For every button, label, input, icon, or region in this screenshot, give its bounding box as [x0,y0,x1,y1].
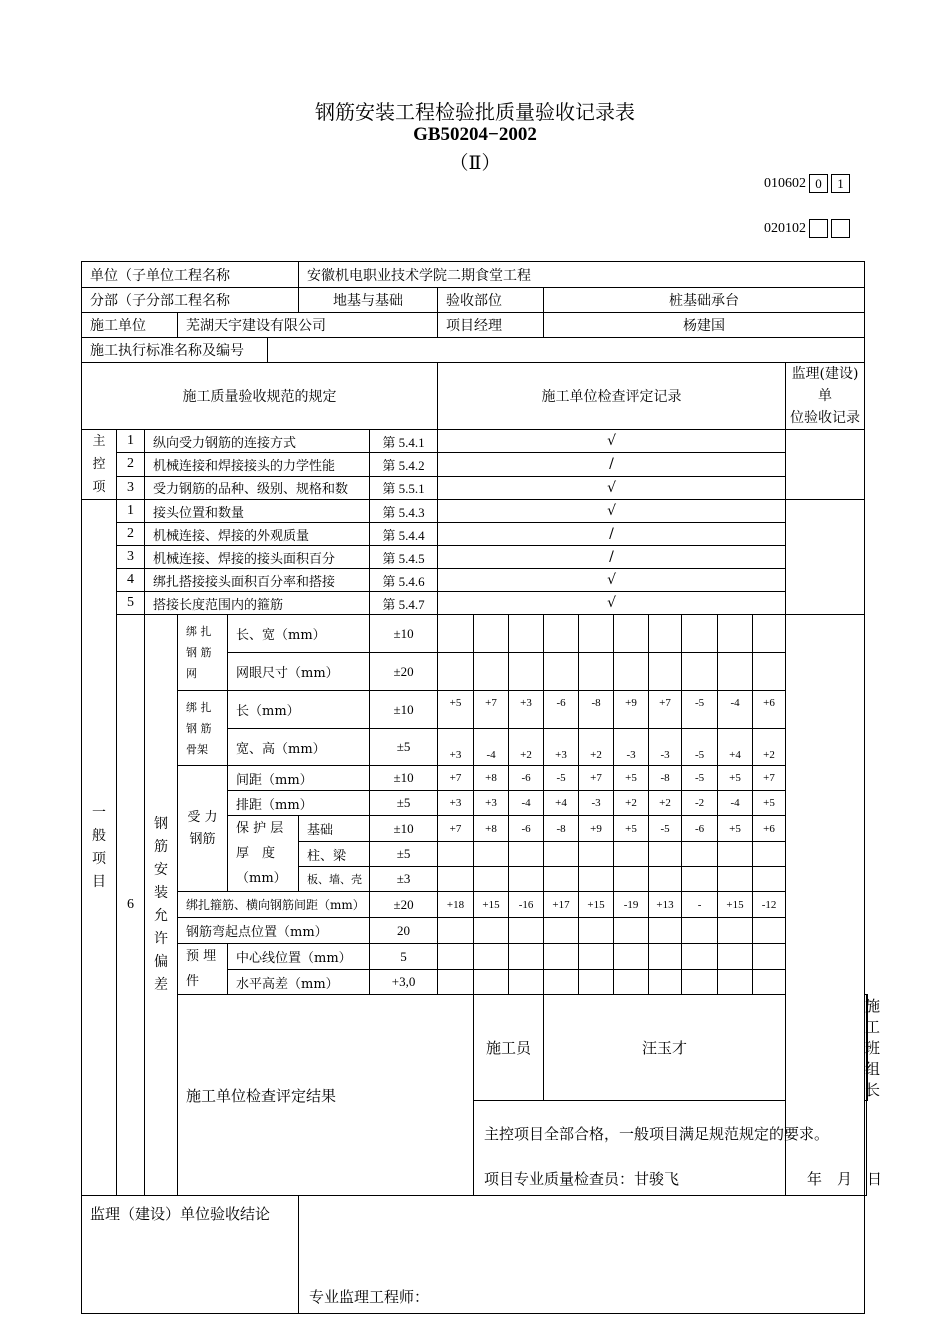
main-items-label-char: 控 [92,457,106,472]
tolerance-value: +3,0 [370,970,438,995]
measure-cell[interactable]: +3 [438,729,474,766]
measure-cell[interactable] [438,653,474,691]
measure-cell[interactable]: -12 [753,892,786,918]
standard-code: GB50204−2002 [413,124,537,145]
measure-cell[interactable] [718,615,753,653]
measure-cell[interactable]: -4 [474,729,509,766]
measure-cell[interactable]: +9 [614,691,649,729]
main-bar-label-line: 受 力 [187,809,218,825]
tolerance-value: ±3 [370,867,438,892]
measure-cell[interactable]: +18 [438,892,474,918]
item-description: 机械连接、焊接的接头面积百分 [145,546,370,569]
measure-cell[interactable] [579,918,614,944]
measure-cell[interactable] [474,918,509,944]
info-row-standard [82,338,868,363]
item-description: 接头位置和数量 [145,500,370,523]
measure-cell[interactable] [649,867,682,892]
measure-cell[interactable] [718,867,753,892]
part-number: （Ⅱ） [449,152,501,174]
measure-cell[interactable] [474,615,509,653]
contractor-value[interactable]: 芜湖天宇建设有限公司 [178,313,438,338]
tolerance-value: ±20 [370,653,438,691]
item-clause: 第 5.4.2 [370,453,438,476]
conclusion-cell [474,1101,883,1196]
measure-cell[interactable] [474,867,509,892]
form-code-2-text: 020102 [764,220,806,236]
measure-cell[interactable] [474,944,509,970]
measure-cell[interactable]: -19 [614,892,649,918]
worker-value[interactable]: 汪玉才 [544,995,786,1101]
measure-cell[interactable] [753,615,786,653]
measure-cell[interactable]: -4 [509,791,544,816]
measure-cell[interactable]: -4 [718,791,753,816]
measure-cell[interactable] [682,867,718,892]
measure-cell[interactable]: -3 [649,729,682,766]
measure-cell[interactable] [614,918,649,944]
division-value[interactable]: 地基与基础 [299,288,438,313]
tolerance-value: 20 [370,918,438,944]
footer-row-signatures [82,995,868,1101]
general-items-label-char: 般 [92,827,106,844]
main-bar-label [178,766,228,892]
tolerance-value: ±10 [370,766,438,791]
measure-cell[interactable] [649,653,682,691]
frame-label-line: 钢 筋 [186,721,212,735]
tolerance-row [82,615,868,653]
supervision-heading-line1: 监理(建设)单 [791,366,859,404]
measure-cell[interactable]: +4 [718,729,753,766]
item-description: 搭接长度范围内的箍筋 [145,592,370,615]
embed-label [178,944,228,995]
form-code-1-text: 010602 [764,175,806,191]
measure-cell[interactable] [718,944,753,970]
measure-cell[interactable]: -6 [682,816,718,842]
measure-cell[interactable] [649,842,682,867]
embed-label-line: 预 埋 [186,949,217,964]
measure-cell[interactable] [544,944,579,970]
worker-label: 施工员 [474,995,544,1101]
measure-cell[interactable]: -4 [718,691,753,729]
measure-cell[interactable]: +5 [438,691,474,729]
measure-cell[interactable] [544,615,579,653]
tolerance-label [145,615,178,1196]
measure-cell[interactable] [682,944,718,970]
tolerance-row [82,691,868,729]
measure-cell[interactable] [614,653,649,691]
item-number: 1 [117,500,145,523]
inspection-table [81,261,883,1314]
measure-cell[interactable]: +3 [509,691,544,729]
measure-cell[interactable]: -8 [544,816,579,842]
tolerance-value: 5 [370,944,438,970]
main-items-label-char: 主 [92,434,106,449]
measure-cell[interactable] [544,918,579,944]
measure-cell[interactable]: -16 [509,892,544,918]
item-result[interactable]: √ [438,430,786,453]
footer-row-supervision [82,1196,868,1314]
measure-cell[interactable] [438,918,474,944]
measure-cell[interactable] [753,918,786,944]
measure-cell[interactable] [753,867,786,892]
standard-value[interactable] [268,338,865,363]
measure-cell[interactable]: +5 [718,766,753,791]
location-value[interactable]: 桩基础承台 [544,288,865,313]
unit-label: 单位（子单位工程名称 [82,262,299,288]
supervision-conclusion-cell[interactable] [299,1196,865,1314]
check-item: 板、墙、壳 [299,867,370,892]
measure-cell[interactable]: +3 [438,791,474,816]
measure-cell[interactable]: +5 [614,766,649,791]
measure-cell[interactable]: +2 [614,791,649,816]
form-code-2-box-2[interactable] [831,219,850,238]
general-item-row [82,546,868,569]
tolerance-value: ±10 [370,691,438,729]
measure-cell[interactable]: +8 [474,766,509,791]
measure-cell[interactable] [718,970,753,995]
measure-cell[interactable]: - [682,892,718,918]
result-label: 施工单位检查评定结果 [178,995,474,1196]
general-items-label-char: 目 [92,873,106,890]
measure-cell[interactable]: +13 [649,892,682,918]
measure-cell[interactable] [544,842,579,867]
measure-cell[interactable]: +6 [753,816,786,842]
main-items-supervision[interactable] [786,430,865,500]
frame-label-line: 骨架 [186,742,208,756]
measure-cell[interactable]: -5 [544,766,579,791]
measure-cell[interactable] [682,970,718,995]
tolerance-label-char: 允 [154,908,168,924]
item-number: 2 [117,523,145,546]
check-item: 宽、高（mm） [228,729,370,766]
check-item: 网眼尺寸（mm） [228,653,370,691]
measure-cell[interactable]: +15 [718,892,753,918]
item-description: 机械连接、焊接的外观质量 [145,523,370,546]
measure-cell[interactable] [509,918,544,944]
measure-cell[interactable] [438,970,474,995]
measure-cell[interactable] [474,842,509,867]
measure-cell[interactable]: +7 [579,766,614,791]
item-result[interactable]: √ [438,592,786,615]
measure-cell[interactable] [682,918,718,944]
conclusion-text[interactable]: 主控项目全部合格，一般项目满足规范规定的要求。 [484,1125,830,1143]
cover-label-line: （mm） [236,871,287,886]
check-item: 长、宽（mm） [228,615,370,653]
location-label: 验收部位 [438,288,544,313]
main-item-row [82,476,868,499]
tolerance-label-char: 偏 [154,954,168,970]
measure-cell[interactable] [718,653,753,691]
measure-cell[interactable]: +5 [718,816,753,842]
item-clause: 第 5.4.6 [370,569,438,592]
item-description: 纵向受力钢筋的连接方式 [145,430,370,453]
measure-cell[interactable]: -3 [579,791,614,816]
measure-cell[interactable] [718,842,753,867]
contractor-label: 施工单位 [82,313,178,338]
supervision-label: 监理（建设）单位验收结论 [82,1196,299,1314]
general-item-row [82,592,868,615]
measure-cell[interactable]: +3 [544,729,579,766]
item-number: 3 [117,476,145,499]
measure-cell[interactable] [753,653,786,691]
mesh-label-line: 钢 筋 [186,646,212,659]
tolerance-label-char: 钢 [154,816,168,832]
measure-cell[interactable] [614,842,649,867]
item-result[interactable]: / [438,546,786,569]
cover-label-line: 保 护 层 [236,821,284,836]
check-item: 绑扎箍筋、横向钢筋间距（mm） [178,892,370,918]
record-heading: 施工单位检查评定记录 [438,363,786,430]
inspector-line [484,1168,883,1189]
main-item-row [82,430,868,453]
item-description: 机械连接和焊接接头的力学性能 [145,453,370,476]
form-title: 钢筋安装工程检验批质量验收记录表 [315,100,635,124]
tolerance-row [82,892,868,918]
check-item: 柱、梁 [299,842,370,867]
general-items-label-char: 项 [92,850,106,867]
check-item: 间距（mm） [228,766,370,791]
form-code-2-box-1[interactable] [809,219,828,238]
measure-cell[interactable] [614,944,649,970]
embed-label-line: 件 [186,974,200,989]
measure-cell[interactable] [649,970,682,995]
main-item-row [82,453,868,476]
mesh-label [178,615,228,691]
main-items-label-char: 项 [92,480,106,495]
measure-cell[interactable]: +2 [509,729,544,766]
measure-cell[interactable] [718,918,753,944]
supervision-heading [786,363,865,430]
form-code-1 [764,174,850,193]
item-result[interactable]: √ [438,500,786,523]
measure-cell[interactable]: +7 [753,766,786,791]
measure-cell[interactable] [438,867,474,892]
general-items-label [82,500,117,1196]
info-row-contractor [82,313,868,338]
item-number: 4 [117,569,145,592]
check-item: 钢筋弯起点位置（mm） [178,918,370,944]
info-row-unit [82,262,868,288]
measure-cell[interactable] [544,867,579,892]
measure-cell[interactable] [474,653,509,691]
general-item-row [82,569,868,592]
main-bar-label-line: 钢筋 [189,831,216,847]
measure-cell[interactable]: +5 [753,791,786,816]
general-items-supervision[interactable] [786,500,865,615]
measure-cell[interactable]: -5 [682,766,718,791]
tolerance-label-char: 筋 [154,839,168,855]
form-code-1-box-1[interactable]: 0 [809,174,828,193]
measure-cell[interactable]: +3 [474,791,509,816]
check-item: 基础 [299,816,370,842]
measure-cell[interactable]: -5 [682,729,718,766]
measure-cell[interactable] [614,970,649,995]
measure-cell[interactable]: +4 [544,791,579,816]
measure-cell[interactable] [682,842,718,867]
measure-cell[interactable] [614,615,649,653]
measure-cell[interactable]: +15 [579,892,614,918]
general-items-label-char: 一 [92,804,106,821]
leader-label: 施工班组长 [865,995,867,1101]
tolerance-value: ±5 [370,842,438,867]
mesh-label-line: 网 [186,667,197,680]
item-clause: 第 5.4.5 [370,546,438,569]
form-code-1-box-2[interactable]: 1 [831,174,850,193]
check-item: 排距（mm） [228,791,370,816]
measure-cell[interactable]: -6 [509,766,544,791]
cover-label [228,816,299,892]
measure-cell[interactable]: -2 [682,791,718,816]
tolerance-row [82,766,868,791]
item-clause: 第 5.4.7 [370,592,438,615]
mesh-label-line: 绑 扎 [186,625,212,638]
date-text[interactable]: 年 月 日 [807,1170,883,1188]
measure-cell[interactable] [509,867,544,892]
measure-cell[interactable]: +8 [474,816,509,842]
measure-cell[interactable] [579,867,614,892]
measure-cell[interactable] [509,944,544,970]
measure-cell[interactable] [438,615,474,653]
measure-cell[interactable] [579,842,614,867]
item-clause: 第 5.5.1 [370,476,438,499]
item-number: 6 [117,615,145,1196]
tolerance-value: ±10 [370,816,438,842]
item-clause: 第 5.4.3 [370,500,438,523]
measure-cell[interactable]: -5 [682,691,718,729]
item-result[interactable]: √ [438,569,786,592]
cover-label-line: 厚 度 [236,846,276,861]
standard-label: 施工执行标准名称及编号 [82,338,268,363]
item-clause: 第 5.4.1 [370,430,438,453]
frame-label-line: 绑 扎 [186,700,212,714]
measure-cell[interactable]: -8 [579,691,614,729]
engineer-text: 专业监理工程师： [309,1288,430,1306]
form-code-2 [764,219,850,238]
unit-value[interactable]: 安徽机电职业技术学院二期食堂工程 [299,262,865,288]
measure-cell[interactable]: -6 [509,816,544,842]
measure-cell[interactable] [509,653,544,691]
measure-cell[interactable]: +7 [649,691,682,729]
general-item-row [82,500,868,523]
measure-cell[interactable]: +5 [614,816,649,842]
measure-cell[interactable] [649,615,682,653]
tolerance-label-char: 许 [154,931,168,947]
measure-cell[interactable] [509,970,544,995]
item-clause: 第 5.4.4 [370,523,438,546]
measure-cell[interactable] [579,653,614,691]
measure-cell[interactable] [509,615,544,653]
measure-cell[interactable] [682,615,718,653]
measure-cell[interactable] [649,944,682,970]
measure-cell[interactable]: +2 [753,729,786,766]
supervision-heading-line2: 位验收记录 [790,410,861,426]
tolerance-value: ±5 [370,729,438,766]
measure-cell[interactable] [438,944,474,970]
measure-cell[interactable] [474,970,509,995]
tolerance-value: ±20 [370,892,438,918]
spec-heading: 施工质量验收规范的规定 [82,363,438,430]
measure-cell[interactable]: -3 [614,729,649,766]
item-description: 受力钢筋的品种、级别、规格和数 [145,476,370,499]
item-number: 2 [117,453,145,476]
column-heading-row [82,363,868,430]
measure-cell[interactable] [614,867,649,892]
item-number: 5 [117,592,145,615]
item-number: 1 [117,430,145,453]
info-row-division [82,288,868,313]
measure-cell[interactable] [579,615,614,653]
measure-cell[interactable] [544,970,579,995]
tolerance-label-char: 安 [154,862,168,878]
item-description: 绑扎搭接接头面积百分率和搭接 [145,569,370,592]
measure-cell[interactable] [438,842,474,867]
measure-cell[interactable]: -5 [649,816,682,842]
manager-label: 项目经理 [438,313,544,338]
measure-cell[interactable]: -8 [649,766,682,791]
measure-cell[interactable] [753,842,786,867]
main-items-label [82,430,117,500]
division-label: 分部（子分部工程名称 [82,288,299,313]
measure-cell[interactable] [509,842,544,867]
tolerance-label-char: 装 [154,885,168,901]
item-result[interactable]: / [438,453,786,476]
general-item-row [82,523,868,546]
tolerance-label-char: 差 [154,977,168,993]
tolerance-row [82,944,868,970]
measure-cell[interactable] [544,653,579,691]
manager-value[interactable]: 杨建国 [544,313,865,338]
measure-cell[interactable] [682,653,718,691]
measure-cell[interactable]: +15 [474,892,509,918]
measure-cell[interactable] [753,970,786,995]
measure-cell[interactable] [753,944,786,970]
inspector-text[interactable]: 项目专业质量检查员：甘骏飞 [484,1170,680,1188]
item-result[interactable]: √ [438,476,786,499]
measure-cell[interactable]: +2 [649,791,682,816]
check-item: 长（mm） [228,691,370,729]
tolerance-row [82,918,868,944]
measure-cell[interactable]: +6 [753,691,786,729]
measure-cell[interactable]: +7 [474,691,509,729]
frame-label [178,691,228,766]
measure-cell[interactable] [649,918,682,944]
tolerance-value: ±10 [370,615,438,653]
check-item: 中心线位置（mm） [228,944,370,970]
measure-cell[interactable]: +2 [579,729,614,766]
measure-cell[interactable]: +7 [438,766,474,791]
tolerance-value: ±5 [370,791,438,816]
measure-cell[interactable]: -6 [544,691,579,729]
measure-cell[interactable]: +9 [579,816,614,842]
item-number: 3 [117,546,145,569]
measure-cell[interactable] [579,944,614,970]
check-item: 水平高差（mm） [228,970,370,995]
item-result[interactable]: / [438,523,786,546]
measure-cell[interactable]: +7 [438,816,474,842]
measure-cell[interactable]: +17 [544,892,579,918]
measure-cell[interactable] [579,970,614,995]
